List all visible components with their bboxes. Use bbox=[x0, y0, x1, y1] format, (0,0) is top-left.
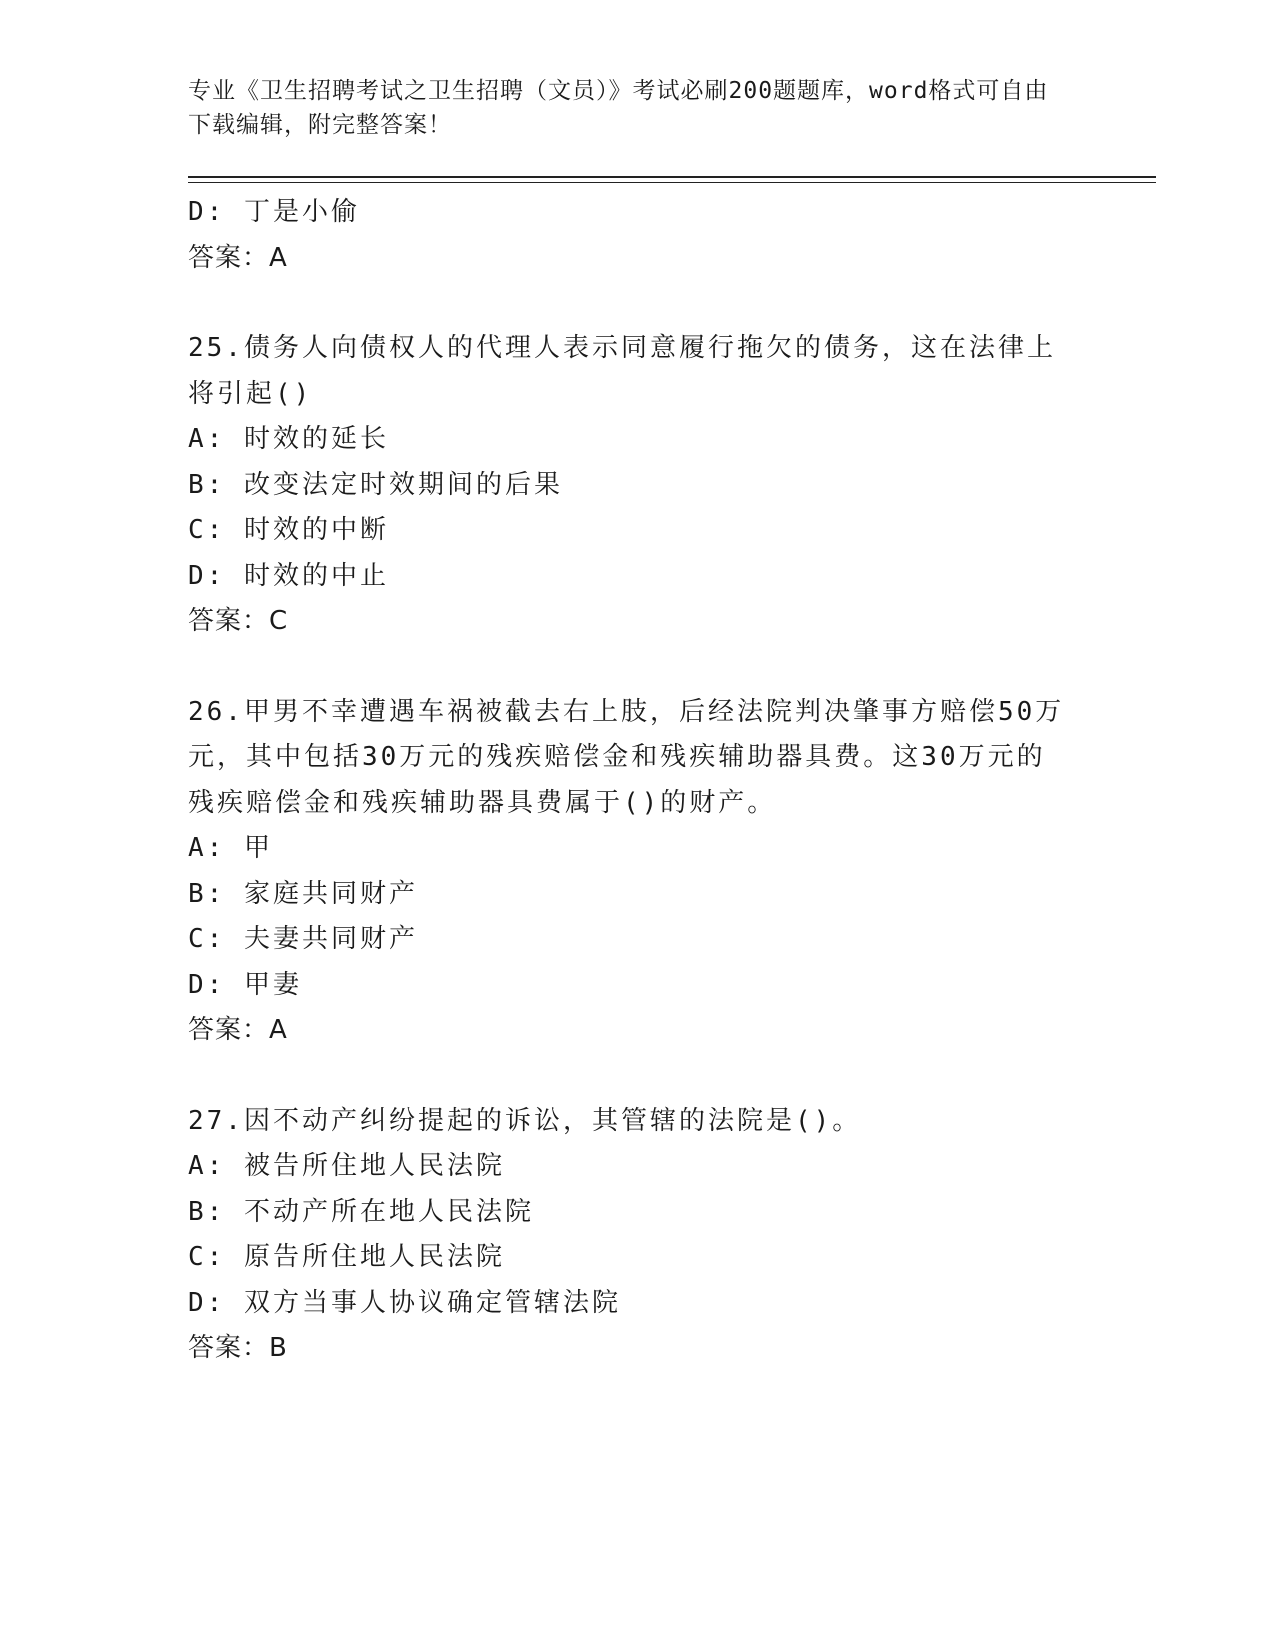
option-b: B: 不动产所在地人民法院 bbox=[188, 1196, 534, 1227]
header-divider-thick bbox=[188, 176, 1156, 178]
option-c: C: 时效的中断 bbox=[188, 515, 389, 545]
spacer bbox=[188, 281, 1088, 326]
question-list bbox=[188, 190, 1088, 1372]
question-stem: 25.债务人向债权人的代理人表示同意履行拖欠的债务，这在法律上将引起() bbox=[188, 333, 1056, 409]
option-c: C: 原告所住地人民法院 bbox=[188, 1242, 505, 1272]
answer: 答案：A bbox=[188, 242, 288, 273]
option-a: A: 时效的延长 bbox=[188, 424, 389, 454]
question-26 bbox=[188, 690, 1088, 1054]
option-b: B: 改变法定时效期间的后果 bbox=[188, 469, 563, 500]
option-a: A: 甲 bbox=[188, 833, 273, 863]
option-c: C: 夫妻共同财产 bbox=[188, 924, 418, 954]
option-d: D: 甲妻 bbox=[188, 969, 302, 1000]
option-d: D: 丁是小偷 bbox=[188, 197, 360, 227]
option-b: B: 家庭共同财产 bbox=[188, 878, 418, 909]
option-a: A: 被告所住地人民法院 bbox=[188, 1151, 505, 1181]
spacer bbox=[188, 645, 1088, 690]
answer: 答案：B bbox=[188, 1333, 288, 1363]
answer: 答案：A bbox=[188, 1015, 288, 1045]
option-d: D: 时效的中止 bbox=[188, 560, 389, 591]
page-header: 专业《卫生招聘考试之卫生招聘（文员）》考试必刷200题题库，word格式可自由下载编辑，附完整答案！ bbox=[188, 78, 1049, 138]
option-d: D: 双方当事人协议确定管辖法院 bbox=[188, 1287, 621, 1318]
spacer bbox=[188, 1054, 1088, 1099]
answer: 答案：C bbox=[188, 606, 289, 636]
question-25 bbox=[188, 326, 1088, 645]
question-stem: 26.甲男不幸遭遇车祸被截去右上肢，后经法院判决肇事方赔偿50万元，其中包括30万元的残疾赔偿金和残疾辅助器具费。这30万元的残疾赔偿金和残疾辅助器具费属于()的财产。 bbox=[188, 696, 1065, 818]
header-divider-thin bbox=[188, 182, 1156, 183]
question-27 bbox=[188, 1099, 1088, 1372]
question-stem: 27.因不动产纠纷提起的诉讼，其管辖的法院是()。 bbox=[188, 1105, 862, 1136]
